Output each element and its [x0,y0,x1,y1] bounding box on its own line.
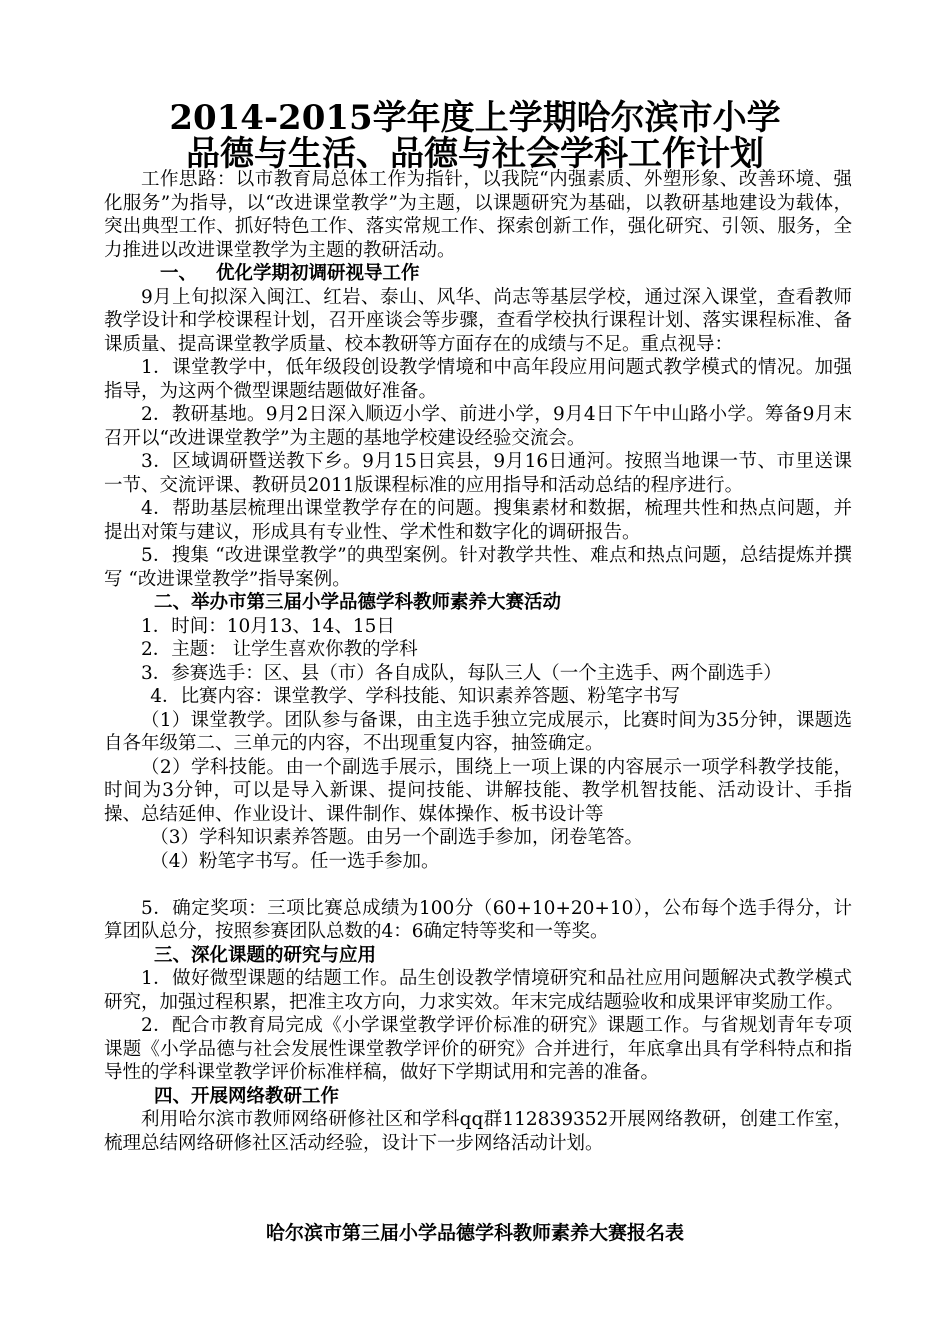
intro-paragraph: 工作思路：以市教育局总体工作为指针，以我院“内强素质、外塑形象、改善环境、强化服务”为指导，以“改进课堂教学”为主题，以课题研究为基础，以教研基地建设为载体，突出典型工作、抓好特色工作、落实常规工作、探索创新工作，强化研究、引领、服务，全力推进以改进课堂教学为主题的教研活动。 [104,169,852,261]
section2-heading: 二、举办市第三届小学品德学科教师素养大赛活动 [154,592,562,613]
section1-item-3: 3．区域调研暨送教下乡。9月15日宾县，9月16日通河。按照当地课一节、市里送课一节、交流评课、教研员2011版课程标准的应用指导和活动总结的程序进行。 [104,451,852,496]
section2-item-4-3: （3）学科知识素养答题。由另一个副选手参加，闭卷笔答。 [150,827,644,848]
section2-item-5: 5．确定奖项：三项比赛总成绩为100分（60+10+20+10），公布每个选手得分，计算团队总分，按照参赛团队总数的4：6确定特等奖和一等奖。 [104,897,852,942]
section2-item-4-4: （4）粉笔字书写。任一选手参加。 [150,850,440,872]
section1-item-2: 2．教研基地。9月2日深入顺迈小学、前进小学，9月4日下午中山路小学。筹备9月末召开以“改进课堂教学”为主题的基地学校建设经验交流会。 [104,404,852,449]
section3-heading: 三、深化课题的研究与应用 [154,944,377,966]
section1-heading-text: 优化学期初调研视导工作 [216,263,420,284]
section1-item-1: 1．课堂教学中，低年级段创设教学情境和中高年段应用问题式教学模式的情况。加强指导，为这两个微型课题结题做好准备。 [104,357,852,402]
document-title-line1: 2014-2015学年度上学期哈尔滨市小学 [169,98,781,138]
document-title-line2: 品德与生活、品德与社会学科工作计划 [186,134,764,174]
section2-item-4-1: （1）课堂教学。团队参与备课，由主选手独立完成展示，比赛时间为35分钟，课题选自各年级第二、三单元的内容，不出现重复内容，抽签确定。 [104,709,852,754]
section4-heading: 四、开展网络教研工作 [154,1085,340,1107]
section1-intro: 9月上旬拟深入闽江、红岩、泰山、风华、尚志等基层学校，通过深入课堂，查看教师教学设计和学校课程计划，召开座谈会等步骤，查看学校执行课程计划、落实课程标准、备课质量、提高课堂教学质量、校本教研等方面存在的成绩与不足。重点视导： [104,286,852,355]
section2-item-2: 2．主题： 让学生喜欢你教的学科 [141,639,418,660]
section4-item-1: 利用哈尔滨市教师网络研修社区和学科qq群112839352开展网络教研，创建工作室，梳理总结网络研修社区活动经验，设计下一步网络活动计划。 [104,1109,852,1154]
section1-item-5: 5．搜集 “改进课堂教学”的典型案例。针对教学共性、难点和热点问题，总结提炼并撰写 “改进课堂教学”指导案例。 [104,545,852,590]
section2-item-3: 3．参赛选手：区、县（市）各自成队，每队三人（一个主选手、两个副选手） [141,662,782,684]
registration-form-title: 哈尔滨市第三届小学品德学科教师素养大赛报名表 [265,1222,684,1244]
section3-item-2: 2．配合市教育局完成《小学课堂教学评价标准的研究》课题工作。与省规划青年专项课题《小学品德与社会发展性课堂教学评价的研究》合并进行，年底拿出具有学科特点和指导性的学科课堂教学评价标准样稿，做好下学期试用和完善的准备。 [104,1015,852,1083]
section3-item-1: 1．做好微型课题的结题工作。品生创设教学情境研究和品社应用问题解决式教学模式研究，加强过程积累，把准主攻方向，力求实效。年末完成结题验收和成果评审奖励工作。 [104,968,852,1013]
section2-item-4: 4．比赛内容：课堂教学、学科技能、知识素养答题、粉笔字书写 [150,686,681,707]
section2-item-1: 1．时间：10月13、14、15日 [141,615,395,637]
section2-item-4-2: （2）学科技能。由一个副选手展示，围绕上一项上课的内容展示一项学科教学技能，时间为3分钟，可以是导入新课、提问技能、讲解技能、教学机智技能、活动设计、手指操、总结延伸、作业设计、课件制作、媒体操作、板书设计等 [104,756,852,825]
section1-heading [104,262,852,286]
section1-number: 一、 [160,263,198,284]
document-body [104,168,852,1155]
blank-line [104,873,852,897]
section1-item-4: 4．帮助基层梳理出课堂教学存在的问题。搜集素材和数据，梳理共性和热点问题，并提出对策与建议，形成具有专业性、学术性和数字化的调研报告。 [104,498,852,543]
